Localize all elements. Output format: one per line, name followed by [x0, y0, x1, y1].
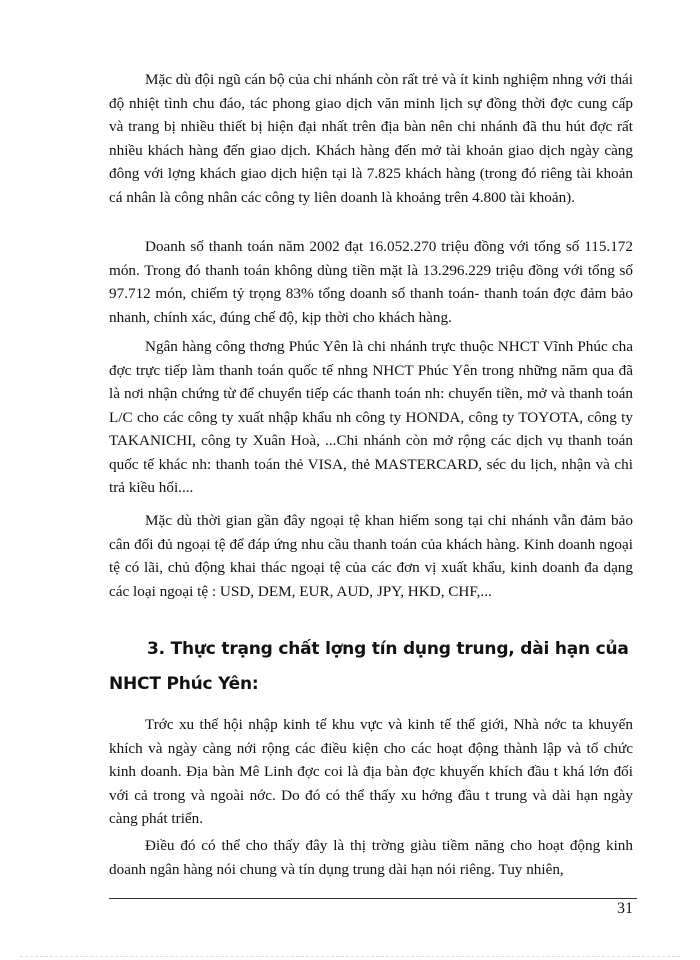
- paragraph-integration-trend: Trớc xu thế hội nhập kinh tế khu vực và kinh tế thế giới, Nhà nớc ta khuyến khích và ngày càng nới rộng các điều kiện cho các hoạt động thành lập và tổ chức kinh doanh. Địa bàn Mê Linh đợc coi là địa bàn đợc khuyến khích đầu t khá lớn đối với cả trong và ngoài nớc. Do đó có thể thấy xu hớng đầu t trung và dài hạn ngày càng phát triển.: [109, 716, 633, 827]
- paragraph-staff: Mặc dù đội ngũ cán bộ của chi nhánh còn rất trẻ và ít kinh nghiệm nhng với thái độ nhiệt tình chu đáo, tác phong giao dịch văn minh lịch sự đồng thời đợc cung cấp và trang bị nhiều thiết bị hiện đại nhất trên địa bàn nên chi nhánh đã thu hút đợc rất nhiều khách hàng đến giao dịch. Khách hàng đến mở tài khoản giao dịch ngày càng đông với lợng khách giao dịch hiện tại là 7.825 khách hàng (trong đó riêng tài khoản cá nhân là công nhân các công ty liên doanh là khoảng trên 4.800 tài khoản).: [109, 71, 634, 206]
- section-heading: [109, 632, 639, 702]
- paragraph-foreign-currency: Mặc dù thời gian gần đây ngoại tệ khan hiếm song tại chi nhánh vẫn đảm bảo cân đối đủ ngoại tệ để đáp ứng nhu cầu thanh toán của khách hàng. Kinh doanh ngoại tệ có lãi, chủ động khai thác ngoại tệ của các đơn vị xuất khẩu, kinh doanh đa dạng các loại ngoại tệ : USD, DEM, EUR, AUD, JPY, HKD, CHF,...: [109, 512, 633, 600]
- page-number: 31: [617, 900, 633, 917]
- section-heading-text: 3. Thực trạng chất lợng tín dụng trung, dài hạn của NHCT Phúc Yên:: [109, 639, 629, 694]
- paragraph-payment-revenue: Doanh số thanh toán năm 2002 đạt 16.052.270 triệu đồng với tổng số 115.172 món. Trong đó thanh toán không dùng tiền mặt là 13.296.229 triệu đồng với tổng số 97.712 món, chiếm tỷ trọng 83% tổng doanh số thanh toán- thanh toán đợc đảm bảo nhanh, chính xác, đúng chế độ, kịp thời cho khách hàng.: [109, 238, 633, 326]
- footer-divider: [109, 898, 637, 899]
- paragraph-market-potential: Điều đó có thể cho thấy đây là thị trờng giàu tiềm năng cho hoạt động kinh doanh ngân hàng nói chung và tín dụng trung dài hạn nói riêng. Tuy nhiên,: [109, 837, 633, 878]
- paragraph-international-payment: Ngân hàng công thơng Phúc Yên là chi nhánh trực thuộc NHCT Vĩnh Phúc cha đợc trực tiếp làm thanh toán quốc tế nhng NHCT Phúc Yên trong những năm qua đã là nơi nhận chứng từ để chuyển tiếp các thanh toán nh: chuyển tiền, mở và thanh toán L/C cho các công ty xuất nhập khẩu nh công ty HONDA, công ty TOYOTA, công ty TAKANICHI, công ty Xuân Hoà, ...Chi nhánh còn mở rộng các dịch vụ thanh toán quốc tế khác nh: thanh toán thẻ VISA, thẻ MASTERCARD, séc du lịch, nhận và chi trả kiều hối....: [109, 338, 633, 496]
- page-bottom-edge: [20, 956, 680, 957]
